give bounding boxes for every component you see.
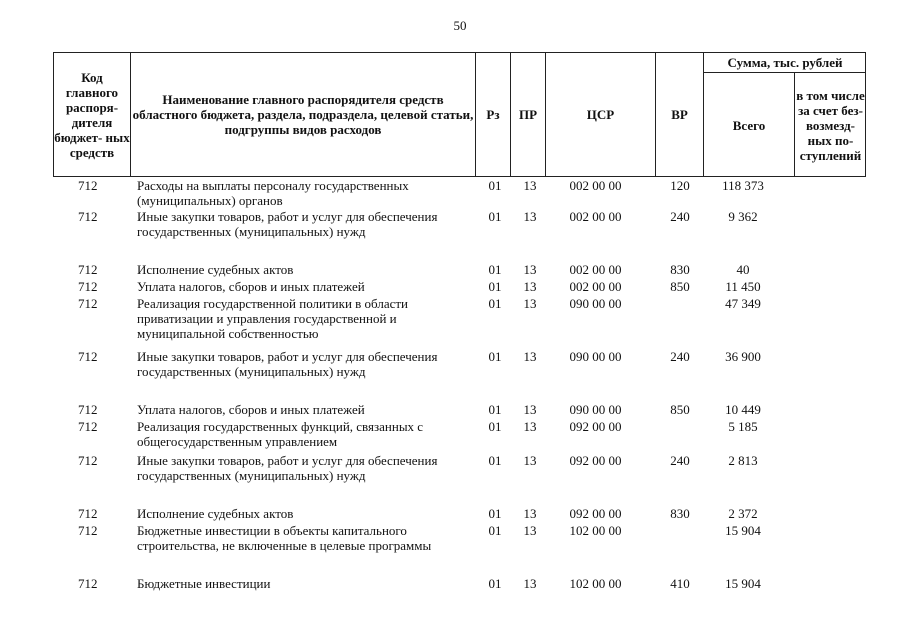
cell-total: 2 372 <box>728 506 758 521</box>
cell-name: Уплата налогов, сборов и иных платежей <box>137 279 365 294</box>
cell-name: Иные закупки товаров, работ и услуг для обеспечения государственных (муниципальных) нужд <box>137 209 438 239</box>
cell-vr: 240 <box>670 453 690 468</box>
cell-name: Реализация государственных функций, связанных с общегосударственным управлением <box>137 419 424 449</box>
cell-pr: 13 <box>523 419 537 434</box>
cell-csr: 102 00 00 <box>569 576 622 591</box>
header-sum: Сумма, тыс. рублей <box>704 53 866 73</box>
cell-name: Уплата налогов, сборов и иных платежей <box>137 402 365 417</box>
cell-rz: 01 <box>488 453 502 468</box>
cell-pr: 13 <box>523 262 537 277</box>
cell-code: 712 <box>78 402 98 417</box>
table-row <box>53 279 866 296</box>
cell-csr: 002 00 00 <box>569 279 622 294</box>
cell-rz: 01 <box>488 523 502 538</box>
cell-code: 712 <box>78 178 98 193</box>
cell-code: 712 <box>78 279 98 294</box>
cell-name: Иные закупки товаров, работ и услуг для обеспечения государственных (муниципальных) нужд <box>137 453 438 483</box>
cell-total: 11 450 <box>725 279 761 294</box>
cell-code: 712 <box>78 506 98 521</box>
cell-vr: 850 <box>670 279 690 294</box>
cell-csr: 092 00 00 <box>569 506 622 521</box>
cell-rz: 01 <box>488 178 502 193</box>
cell-total: 10 449 <box>725 402 761 417</box>
table-row <box>53 453 866 506</box>
cell-total: 40 <box>736 262 750 277</box>
cell-pr: 13 <box>523 402 537 417</box>
table-row <box>53 506 866 523</box>
cell-rz: 01 <box>488 576 502 591</box>
cell-rz: 01 <box>488 349 502 364</box>
cell-name: Иные закупки товаров, работ и услуг для обеспечения государственных (муниципальных) нужд <box>137 349 438 379</box>
cell-total: 36 900 <box>725 349 761 364</box>
cell-vr: 830 <box>670 506 690 521</box>
header-total: Всего <box>704 73 795 177</box>
cell-name: Бюджетные инвестиции в объекты капитального строительства, не включенные в целевые программы <box>137 523 432 553</box>
cell-code: 712 <box>78 262 98 277</box>
cell-code: 712 <box>78 576 98 591</box>
cell-rz: 01 <box>488 506 502 521</box>
cell-pr: 13 <box>523 178 537 193</box>
cell-csr: 102 00 00 <box>569 523 622 538</box>
table-row <box>53 178 866 209</box>
cell-total: 15 904 <box>725 523 761 538</box>
cell-rz: 01 <box>488 262 502 277</box>
cell-pr: 13 <box>523 209 537 224</box>
cell-csr: 002 00 00 <box>569 209 622 224</box>
cell-pr: 13 <box>523 279 537 294</box>
table-row <box>53 349 866 402</box>
table-row <box>53 296 866 349</box>
cell-vr: 830 <box>670 262 690 277</box>
cell-csr: 092 00 00 <box>569 419 622 434</box>
cell-csr: 090 00 00 <box>569 402 622 417</box>
header-csr: ЦСР <box>546 53 656 176</box>
cell-code: 712 <box>78 419 98 434</box>
table-header <box>53 52 866 177</box>
cell-total: 2 813 <box>728 453 758 468</box>
header-code: Код главного распоря- дителя бюджет- ных средств <box>54 53 131 176</box>
header-pr: ПР <box>511 53 546 176</box>
table-row <box>53 262 866 279</box>
table-row <box>53 523 866 576</box>
cell-total: 5 185 <box>728 419 758 434</box>
cell-rz: 01 <box>488 419 502 434</box>
cell-code: 712 <box>78 453 98 468</box>
cell-total: 9 362 <box>728 209 758 224</box>
cell-name: Реализация государственной политики в области приватизации и управления государственной и муниципальной собственностью <box>137 296 409 341</box>
cell-total: 118 373 <box>722 178 764 193</box>
cell-pr: 13 <box>523 453 537 468</box>
header-vr: ВР <box>656 53 704 176</box>
cell-code: 712 <box>78 209 98 224</box>
cell-pr: 13 <box>523 523 537 538</box>
cell-name: Исполнение судебных актов <box>137 506 294 521</box>
cell-code: 712 <box>78 349 98 364</box>
cell-rz: 01 <box>488 402 502 417</box>
page-number: 50 <box>453 18 467 33</box>
header-rz: Рз <box>476 53 511 176</box>
table-row <box>53 209 866 262</box>
header-name: Наименование главного распорядителя средств областного бюджета, раздела, подраздела, целевой статьи, подгруппы видов расходов <box>131 53 476 176</box>
cell-csr: 092 00 00 <box>569 453 622 468</box>
table-row <box>53 402 866 419</box>
cell-vr: 410 <box>670 576 690 591</box>
cell-name: Бюджетные инвестиции <box>137 576 271 591</box>
cell-csr: 002 00 00 <box>569 178 622 193</box>
cell-vr: 850 <box>670 402 690 417</box>
cell-pr: 13 <box>523 349 537 364</box>
cell-csr: 090 00 00 <box>569 296 622 311</box>
cell-code: 712 <box>78 296 98 311</box>
cell-name: Исполнение судебных актов <box>137 262 294 277</box>
cell-pr: 13 <box>523 296 537 311</box>
cell-csr: 002 00 00 <box>569 262 622 277</box>
cell-name: Расходы на выплаты персоналу государственных (муниципальных) органов <box>137 178 409 208</box>
cell-vr: 240 <box>670 209 690 224</box>
cell-rz: 01 <box>488 296 502 311</box>
table-row <box>53 419 866 453</box>
cell-vr: 240 <box>670 349 690 364</box>
cell-vr: 120 <box>670 178 690 193</box>
cell-total: 15 904 <box>725 576 761 591</box>
cell-pr: 13 <box>523 506 537 521</box>
cell-csr: 090 00 00 <box>569 349 622 364</box>
table-body <box>53 178 866 593</box>
table-row <box>53 576 866 593</box>
cell-code: 712 <box>78 523 98 538</box>
cell-rz: 01 <box>488 279 502 294</box>
header-gratuitous: в том числе за счет без- возмезд- ных по- ступлений <box>796 87 865 163</box>
cell-rz: 01 <box>488 209 502 224</box>
cell-pr: 13 <box>523 576 537 591</box>
cell-total: 47 349 <box>725 296 761 311</box>
